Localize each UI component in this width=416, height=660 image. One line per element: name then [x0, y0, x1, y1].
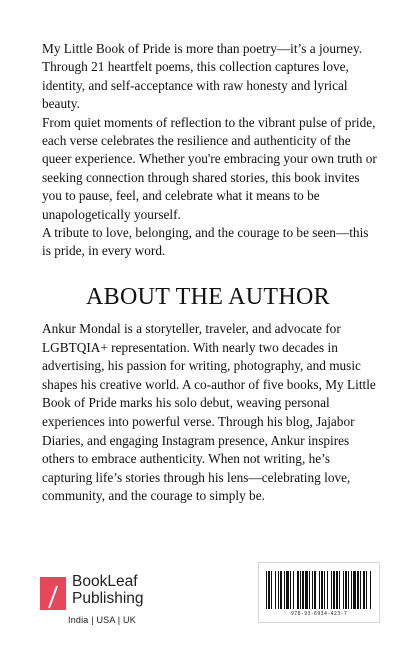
book-blurb — [42, 40, 378, 261]
logo-mark — [40, 577, 66, 610]
publisher-logo — [40, 573, 180, 633]
blurb-paragraph-3: A tribute to love, belonging, and the courage to be seen—this is pride, in every word. — [42, 225, 369, 259]
publisher-name-line1: BookLeaf — [72, 573, 138, 590]
publisher-name — [72, 573, 144, 607]
barcode-icon — [265, 571, 373, 611]
about-author-heading: ABOUT THE AUTHOR — [86, 284, 330, 310]
isbn-number: 978-93-6934-423-7 — [290, 611, 348, 617]
isbn-barcode — [258, 562, 380, 623]
publisher-regions: India | USA | UK — [68, 615, 136, 625]
publisher-name-line2: Publishing — [72, 590, 144, 607]
blurb-paragraph-2: From quiet moments of reflection to the vibrant pulse of pride, each verse celebrates the resilience and authenticity of the queer experience. Whether you're embracing your own truth or seeking connection through shared stories, this book invites you to pause, feel, and celebrate what it means to be unapologetically yourself. — [42, 114, 377, 222]
blurb-paragraph-1: My Little Book of Pride is more than poetry—it’s a journey. Through 21 heartfelt poems, this collection captures love, identity, and self-acceptance with raw honesty and lyrical beauty. — [42, 41, 363, 112]
author-bio: Ankur Mondal is a storyteller, traveler, and advocate for LGBTQIA+ representation. With nearly two decades in advertising, his passion for writing, photography, and music shapes his creative world. A co-author of five books, My Little Book of Pride marks his solo debut, weaving personal experiences into powerful verse. Through his blog, Jajabor Diaries, and engaging Instagram presence, Ankur inspires others to embrace authenticity. When not writing, he’s capturing life’s stories through his lens—celebrating love, community, and the courage to simply be. — [42, 321, 376, 504]
slash-icon — [46, 584, 60, 610]
